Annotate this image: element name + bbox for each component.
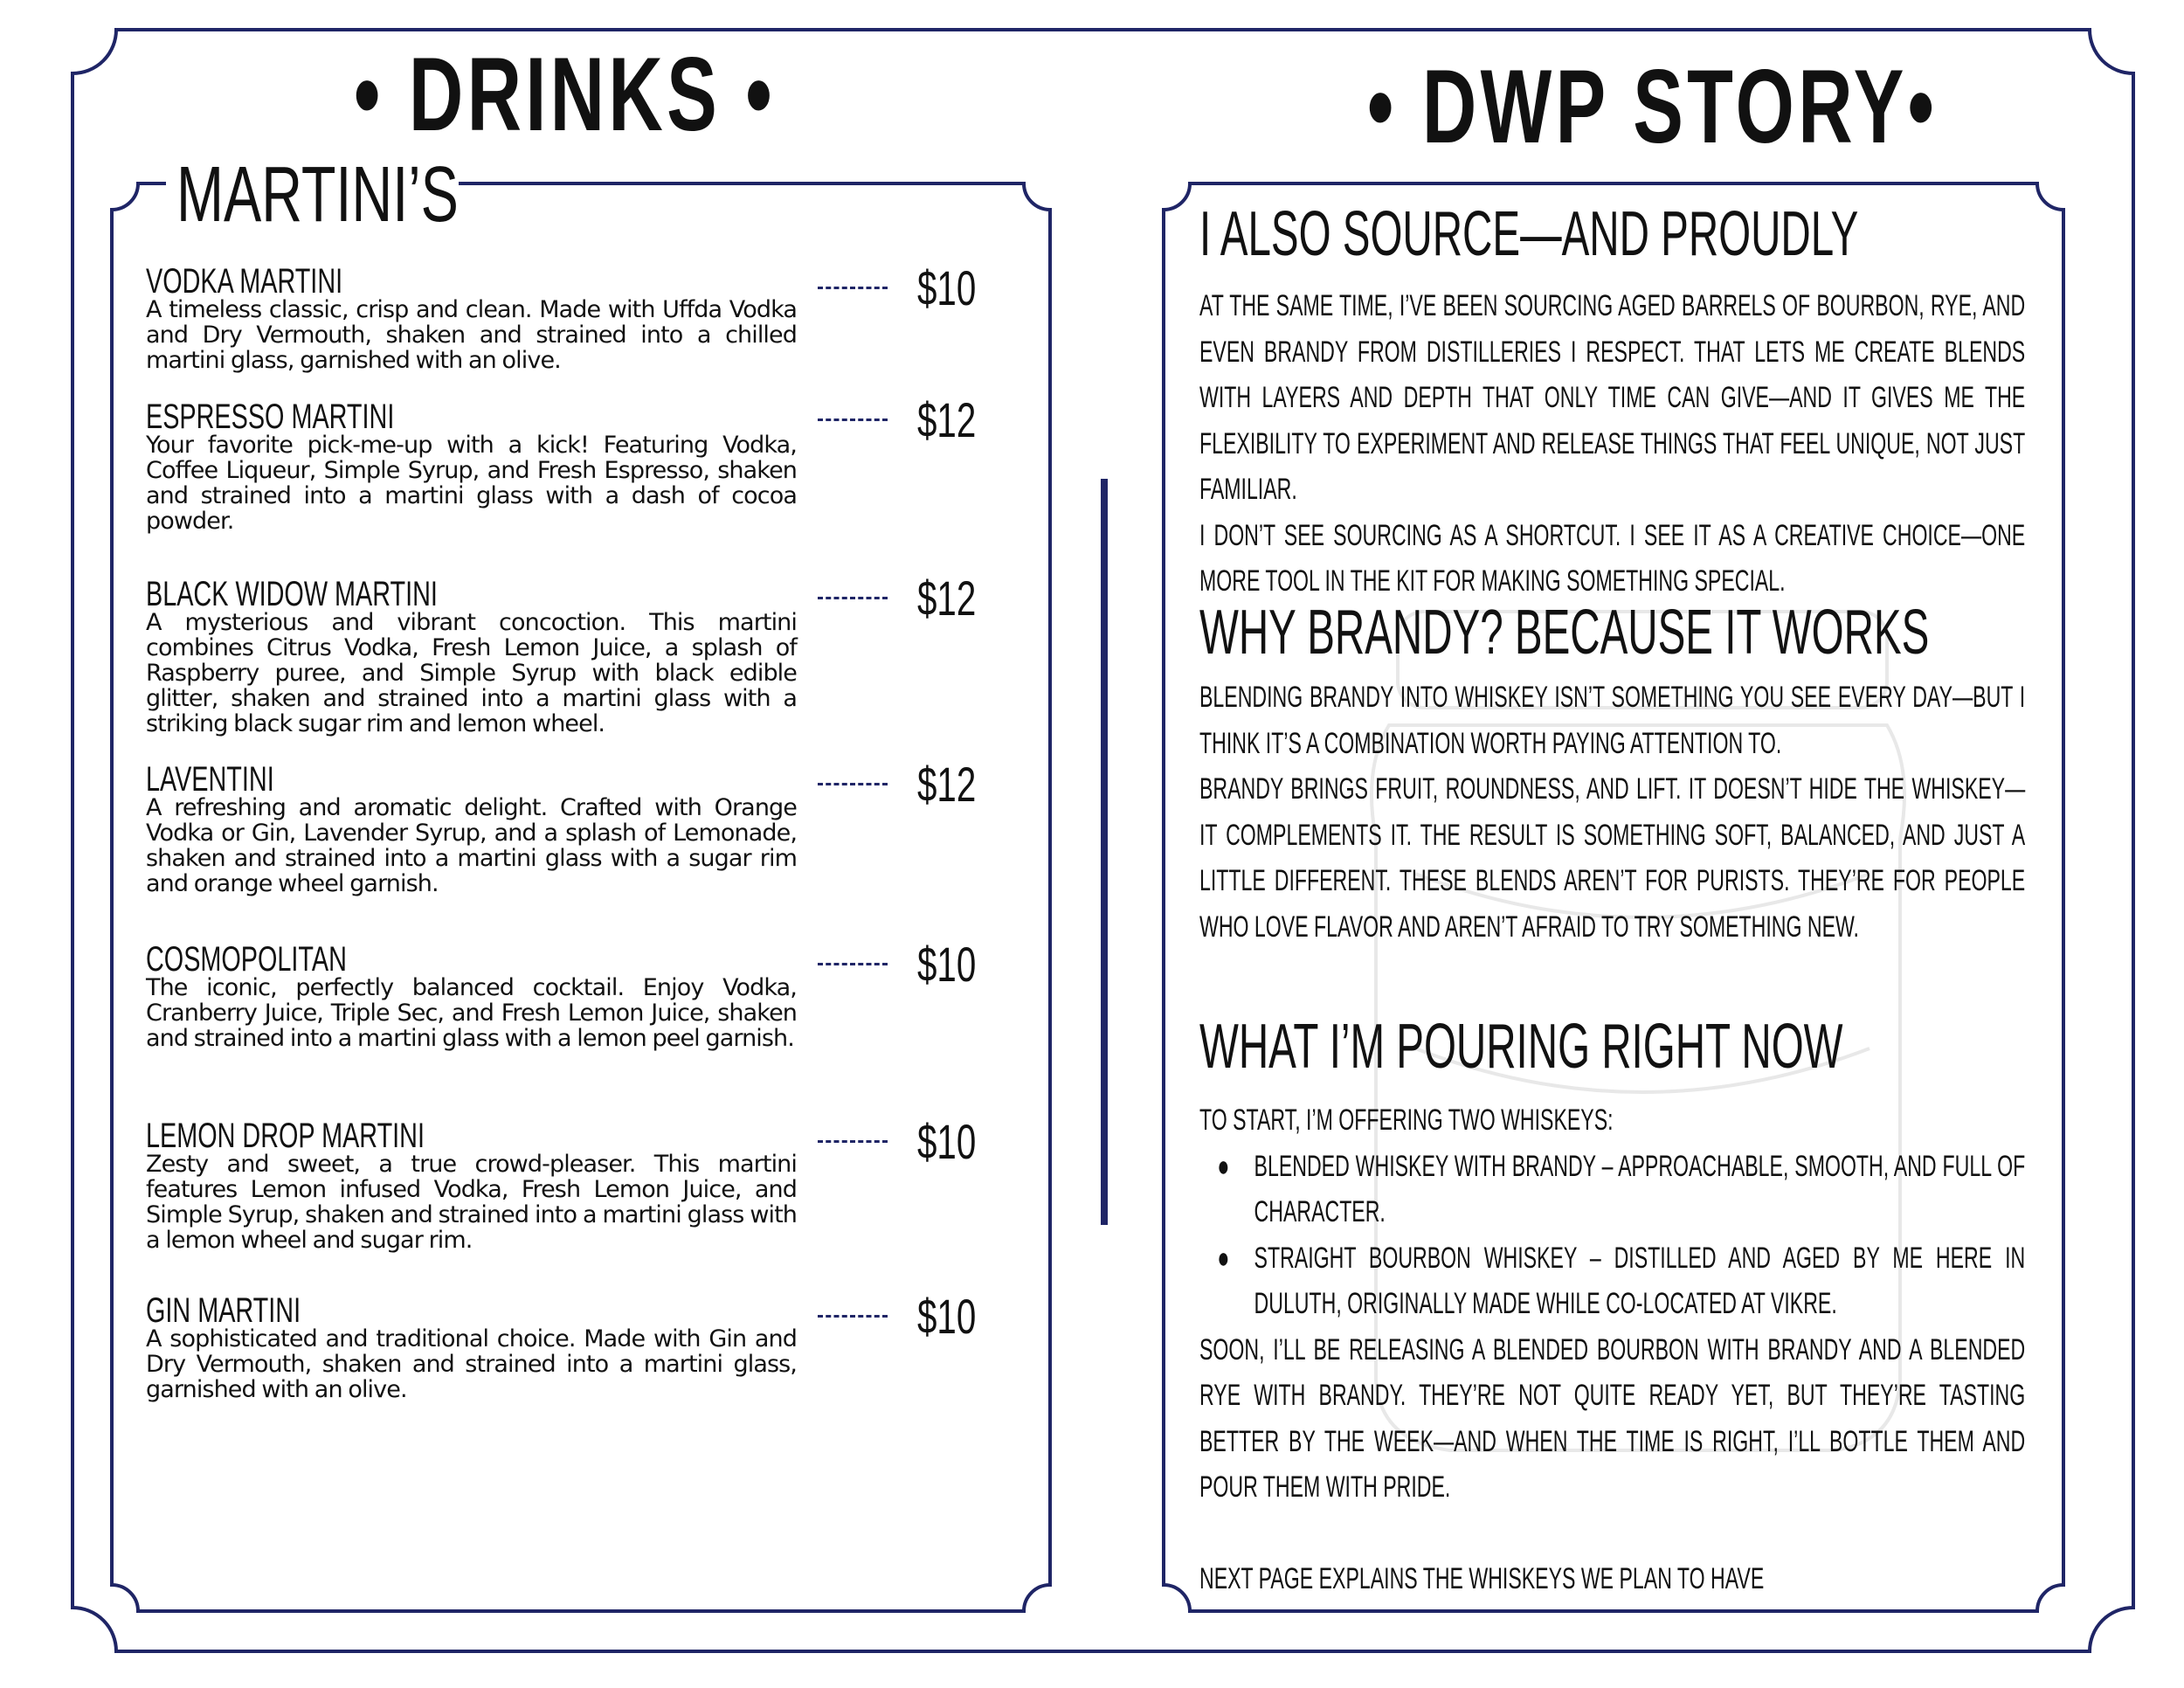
item-name: BLACK WIDOW MARTINI — [146, 575, 438, 613]
menu-item-laventini — [146, 762, 797, 896]
list-item-text: STRAIGHT BOURBON WHISKEY – DISTILLED AND AGED BY ME HERE IN DULUTH, ORIGINALLY MADE WHILE CO-LOCATED AT VIKRE. — [1254, 1241, 2026, 1320]
list-item-text: BLENDED WHISKEY WITH BRANDY – APPROACHABLE, SMOOTH, AND FULL OF CHARACTER. — [1254, 1149, 2026, 1228]
whiskey-list — [1199, 1144, 2025, 1327]
item-price: $12 — [917, 392, 977, 447]
item-description: Zesty and sweet, a true crowd-pleaser. This martini features Lemon infused Vodka, Fresh Lemon Juice, and Simple Syrup, shaken and strained into a martini glass with a lemon wheel and sugar rim. — [146, 1151, 797, 1254]
bullet-icon: ● — [1217, 1241, 1230, 1275]
story-section1-heading: I ALSO SOURCE—AND PROUDLY — [1199, 199, 1859, 269]
story-section2-heading: WHY BRANDY? BECAUSE IT WORKS — [1199, 598, 1930, 668]
item-name: VODKA MARTINI — [146, 262, 343, 301]
story-section2-paragraph — [1199, 675, 2025, 950]
menu-item-lemon-drop-martini — [146, 1118, 797, 1253]
story-paragraph: I DON’T SEE SOURCING AS A SHORTCUT. I SEE IT AS A CREATIVE CHOICE—ONE MORE TOOL IN THE KIT FOR MAKING SOMETHING SPECIAL. — [1199, 518, 2026, 598]
item-name: GIN MARTINI — [146, 1291, 301, 1330]
item-price: $10 — [917, 1289, 977, 1344]
item-price: $10 — [917, 260, 977, 315]
menu-item-espresso-martini — [146, 399, 797, 534]
story-section3-paragraph — [1199, 1097, 2025, 1602]
menu-item-cosmopolitan — [146, 942, 797, 1051]
item-description: A sophisticated and traditional choice. Made with Gin and Dry Vermouth, shaken and strained into a martini glass, garnished with an olive. — [146, 1325, 797, 1403]
footer-note: NEXT PAGE EXPLAINS THE WHISKEYS WE PLAN TO HAVE — [1199, 1561, 1765, 1595]
bullet-icon: ● — [1217, 1149, 1230, 1183]
story-title: • DWP STORY• — [1367, 48, 1939, 165]
list-item — [1199, 1235, 2025, 1327]
item-price: $10 — [917, 1114, 977, 1169]
story-paragraph: TO START, I’M OFFERING TWO WHISKEYS: — [1199, 1103, 1614, 1137]
martinis-heading: MARTINI’S — [176, 151, 459, 239]
leader-dashes — [818, 1140, 888, 1145]
item-name: COSMOPOLITAN — [146, 940, 347, 979]
menu-item-black-widow-martini — [146, 577, 797, 737]
menu-item-gin-martini — [146, 1293, 797, 1402]
list-item — [1199, 1144, 2025, 1235]
story-section1-paragraph — [1199, 283, 2025, 605]
leader-dashes — [818, 419, 888, 423]
item-price: $10 — [917, 937, 977, 992]
menu-item-vodka-martini — [146, 264, 797, 373]
center-divider — [1101, 479, 1108, 1225]
leader-dashes — [818, 1315, 888, 1319]
story-paragraph: BRANDY BRINGS FRUIT, ROUNDNESS, AND LIFT. IT DOESN’T HIDE THE WHISKEY—IT COMPLEMENTS IT. THE RESULT IS SOMETHING SOFT, BALANCED, AND JUST A LITTLE DIFFERENT. THESE BLENDS AREN’T FOR PURISTS. THEY’RE FOR PEOPLE WHO LOVE FLAVOR AND AREN’T AFRAID TO TRY SOMETHING NEW. — [1199, 772, 2026, 944]
item-price: $12 — [917, 571, 977, 626]
item-description: A mysterious and vibrant concoction. This martini combines Citrus Vodka, Fresh Lemon Juice, a splash of Raspberry puree, and Simple Syrup with black edible glitter, shaken and strained into a martini glass with a striking black sugar rim and lemon wheel. — [146, 609, 797, 737]
item-name: LAVENTINI — [146, 760, 274, 799]
item-price: $12 — [917, 757, 977, 812]
leader-dashes — [818, 597, 888, 601]
leader-dashes — [818, 287, 888, 291]
story-paragraph: AT THE SAME TIME, I’VE BEEN SOURCING AGED BARRELS OF BOURBON, RYE, AND EVEN BRANDY FROM DISTILLERIES I RESPECT. THAT LETS ME CREATE BLENDS WITH LAYERS AND DEPTH THAT ONLY TIME CAN GIVE—AND IT GIVES ME THE FLEXIBILITY TO EXPERIMENT AND RELEASE THINGS THAT FEEL UNIQUE, NOT JUST FAMILIAR. — [1199, 289, 2026, 506]
item-name: LEMON DROP MARTINI — [146, 1117, 425, 1155]
item-description: A refreshing and aromatic delight. Crafted with Orange Vodka or Gin, Lavender Syrup, and a splash of Lemonade, shaken and strained into a martini glass with a sugar rim and orange wheel garnish. — [146, 794, 797, 897]
story-section3-heading: WHAT I’M POURING RIGHT NOW — [1199, 1012, 1843, 1082]
item-description: A timeless classic, crisp and clean. Made with Uffda Vodka and Dry Vermouth, shaken and strained into a chilled martini glass, garnished with an olive. — [146, 296, 797, 374]
drinks-title: • DRINKS • — [354, 36, 776, 153]
story-paragraph: BLENDING BRANDY INTO WHISKEY ISN’T SOMETHING YOU SEE EVERY DAY—BUT I THINK IT’S A COMBINATION WORTH PAYING ATTENTION TO. — [1199, 681, 2026, 760]
item-name: ESPRESSO MARTINI — [146, 398, 395, 436]
story-paragraph: SOON, I’LL BE RELEASING A BLENDED BOURBON WITH BRANDY AND A BLENDED RYE WITH BRANDY. THEY’RE NOT QUITE READY YET, BUT THEY’RE TASTING BETTER BY THE WEEK—AND WHEN THE TIME IS RIGHT, I’LL BOTTLE THEM AND POUR THEM WITH PRIDE. — [1199, 1332, 2026, 1504]
item-description: The iconic, perfectly balanced cocktail. Enjoy Vodka, Cranberry Juice, Triple Sec, and Fresh Lemon Juice, shaken and strained into a martini glass with a lemon peel garnish. — [146, 974, 797, 1052]
leader-dashes — [818, 783, 888, 787]
item-description: Your favorite pick-me-up with a kick! Featuring Vodka, Coffee Liqueur, Simple Syrup, and Fresh Espresso, shaken and strained into a martini glass with a dash of cocoa powder. — [146, 432, 797, 535]
leader-dashes — [818, 963, 888, 967]
